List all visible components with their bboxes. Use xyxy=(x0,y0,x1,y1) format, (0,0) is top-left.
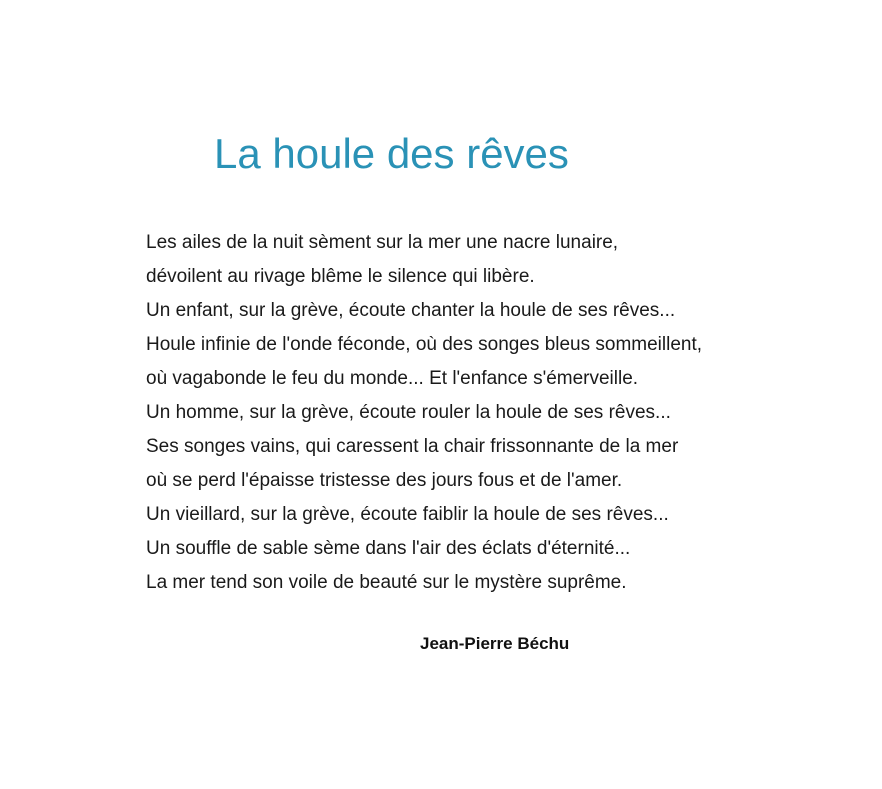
poem-line: Ses songes vains, qui caressent la chair frissonnante de la mer xyxy=(146,436,679,457)
poem-line: La mer tend son voile de beauté sur le mystère suprême. xyxy=(146,572,627,593)
poem-line: où vagabonde le feu du monde... Et l'enfance s'émerveille. xyxy=(146,368,639,389)
poem-line: Un souffle de sable sème dans l'air des éclats d'éternité... xyxy=(146,538,631,559)
poem-line: Houle infinie de l'onde féconde, où des songes bleus sommeillent, xyxy=(146,334,703,355)
poem-title: La houle des rêves xyxy=(214,130,569,177)
poem-line: où se perd l'épaisse tristesse des jours fous et de l'amer. xyxy=(146,470,623,491)
poem-line: Un homme, sur la grève, écoute rouler la houle de ses rêves... xyxy=(146,402,671,423)
poem-body xyxy=(146,226,702,600)
poem-author: Jean-Pierre Béchu xyxy=(420,634,570,653)
poem-line: Les ailes de la nuit sèment sur la mer une nacre lunaire, xyxy=(146,232,619,253)
poem-line: Un vieillard, sur la grève, écoute faiblir la houle de ses rêves... xyxy=(146,504,669,525)
poem-line: Un enfant, sur la grève, écoute chanter la houle de ses rêves... xyxy=(146,300,676,321)
poem-line: dévoilent au rivage blême le silence qui libère. xyxy=(146,266,535,287)
